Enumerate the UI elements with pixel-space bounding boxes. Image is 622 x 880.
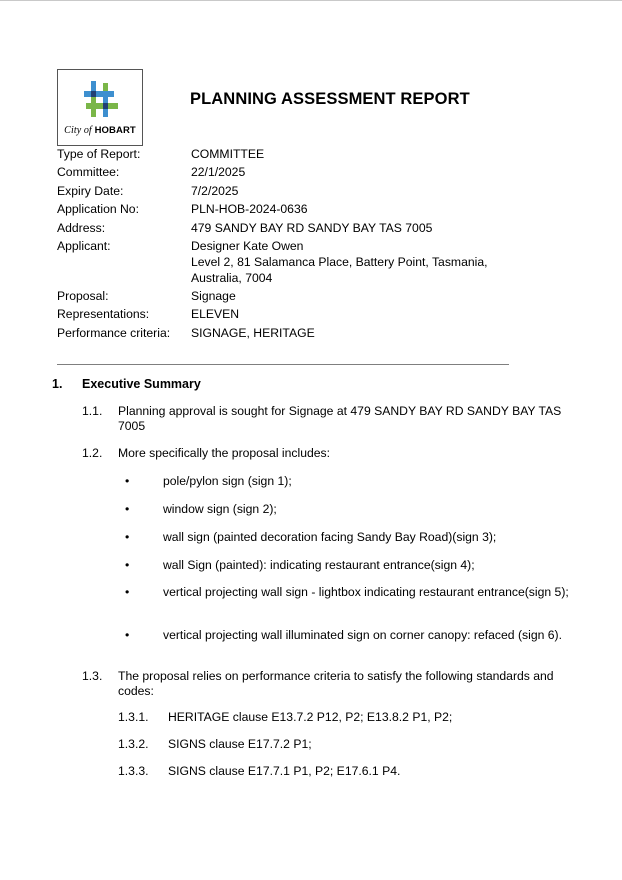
bullet-text: wall Sign (painted): indicating restaurant entrance(sign 4); <box>163 558 475 572</box>
paragraph-number: 1.2. <box>82 446 103 460</box>
bullet-icon: • <box>125 558 130 572</box>
info-label: Committee: <box>57 165 120 180</box>
info-row-performance <box>57 326 527 342</box>
section-heading <box>52 377 201 391</box>
paragraph-1-3 <box>82 669 572 699</box>
info-value: SIGNAGE, HERITAGE <box>191 325 315 340</box>
section-number: 1. <box>52 377 63 391</box>
bullet-item <box>125 558 572 573</box>
info-row-type <box>57 147 527 163</box>
subitem-1-3-3 <box>118 764 568 779</box>
subitem-text: SIGNS clause E17.7.1 P1, P2; E17.6.1 P4. <box>168 764 401 778</box>
info-row-applicant <box>57 239 527 286</box>
bullet-text: wall sign (painted decoration facing Sandy Bay Road)(sign 3); <box>163 530 497 544</box>
bullet-icon: • <box>125 474 130 488</box>
report-info-table <box>57 147 527 344</box>
bullet-icon: • <box>125 585 130 599</box>
info-value: 7/2/2025 <box>191 183 239 198</box>
paragraph-number: 1.1. <box>82 404 103 418</box>
page-top-border <box>0 0 622 1</box>
info-row-expiry <box>57 184 527 200</box>
subitem-1-3-2 <box>118 737 568 752</box>
hobart-emblem-icon <box>81 79 121 121</box>
info-label: Applicant: <box>57 238 111 253</box>
bullet-text: window sign (sign 2); <box>163 502 277 516</box>
info-label: Performance criteria: <box>57 325 171 340</box>
section-title: Executive Summary <box>82 377 201 391</box>
paragraph-text: The proposal relies on performance criteria to satisfy the following standards and codes: <box>118 669 554 699</box>
bullet-text: vertical projecting wall sign - lightbox indicating restaurant entrance(sign 5); <box>163 585 569 599</box>
subitem-text: HERITAGE clause E13.7.2 P12, P2; E13.8.2 P1, P2; <box>168 710 453 724</box>
paragraph-text: More specifically the proposal includes: <box>118 446 331 460</box>
paragraph-text: Planning approval is sought for Signage at 479 SANDY BAY RD SANDY BAY TAS 7005 <box>118 404 562 434</box>
logo-hobart: HOBART <box>94 125 136 136</box>
info-label: Proposal: <box>57 288 109 303</box>
paragraph-number: 1.3. <box>82 669 103 683</box>
info-row-application <box>57 202 527 218</box>
info-label: Address: <box>57 220 106 235</box>
info-value: Signage <box>191 288 236 303</box>
bullet-item <box>125 502 572 517</box>
bullet-icon: • <box>125 502 130 516</box>
info-row-proposal <box>57 289 527 305</box>
report-title: PLANNING ASSESSMENT REPORT <box>190 90 470 108</box>
bullet-text: vertical projecting wall illuminated sign on corner canopy: refaced (sign 6). <box>163 628 562 642</box>
info-value: 22/1/2025 <box>191 165 246 180</box>
info-row-address <box>57 221 527 237</box>
info-row-representations <box>57 307 527 323</box>
info-row-committee <box>57 165 527 181</box>
paragraph-1-2 <box>82 446 572 461</box>
bullet-item <box>125 530 572 545</box>
applicant-name: Designer Kate Owen <box>191 238 304 253</box>
subitem-number: 1.3.1. <box>118 710 149 724</box>
section-divider <box>57 364 509 365</box>
info-value: ELEVEN <box>191 307 240 322</box>
subitem-number: 1.3.2. <box>118 737 149 751</box>
logo-city-of: City of <box>64 125 92 136</box>
bullet-item <box>125 628 572 643</box>
applicant-address-line1: Level 2, 81 Salamanca Place, Battery Point, Tasmania, <box>191 254 488 269</box>
bullet-icon: • <box>125 628 130 642</box>
city-of-hobart-logo <box>57 69 143 146</box>
paragraph-1-1 <box>82 404 572 434</box>
logo-wordmark <box>58 125 142 136</box>
info-label: Representations: <box>57 307 150 322</box>
subitem-1-3-1 <box>118 710 568 725</box>
subitem-text: SIGNS clause E17.7.2 P1; <box>168 737 312 751</box>
info-label: Application No: <box>57 202 139 217</box>
info-label: Type of Report: <box>57 147 141 161</box>
info-value: COMMITTEE <box>191 147 265 161</box>
subitem-number: 1.3.3. <box>118 764 149 778</box>
bullet-item <box>125 585 572 600</box>
info-label: Expiry Date: <box>57 183 124 198</box>
bullet-text: pole/pylon sign (sign 1); <box>163 474 292 488</box>
bullet-item <box>125 474 572 489</box>
info-value <box>191 239 527 286</box>
applicant-address-line2: Australia, 7004 <box>191 270 273 285</box>
bullet-icon: • <box>125 530 130 544</box>
info-value: 479 SANDY BAY RD SANDY BAY TAS 7005 <box>191 220 433 235</box>
info-value: PLN-HOB-2024-0636 <box>191 202 308 217</box>
